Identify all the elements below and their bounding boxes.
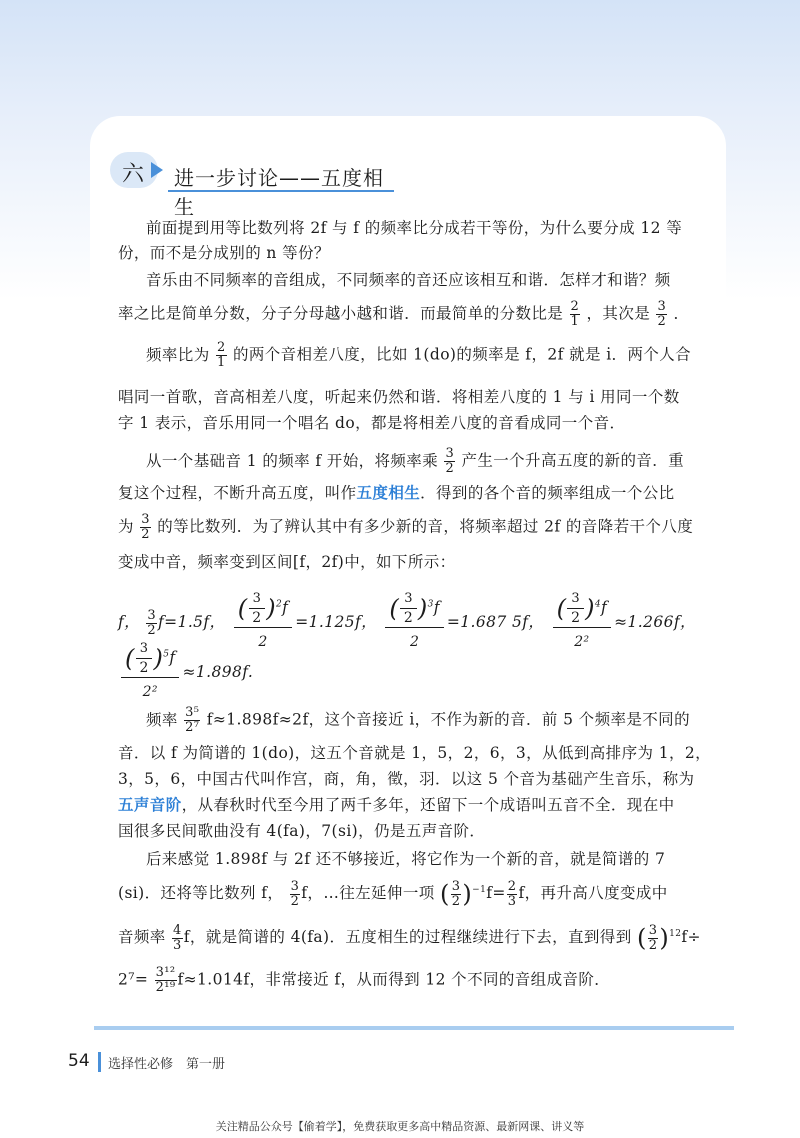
text: 复这个过程，不断升高五度，叫作	[118, 484, 357, 502]
text: 后来感觉 1.898f 与 2f 还不够接近，将它作为一个新的音，就是简谱的 7	[146, 850, 666, 868]
text: f≈1.898f≈2f，这个音接近 i̇，不作为新的音．前 5 个频率是不同的	[206, 710, 690, 729]
text: 字 1 表示，音乐用同一个唱名 do，都是将相差八度的音看成同一个音．	[118, 414, 626, 432]
formula-term: f，	[118, 613, 141, 631]
text: 变成中音，频率变到区间[f，2f)中，如下所示：	[118, 553, 456, 571]
book-title: 选择性必修 第一册	[108, 1057, 226, 1072]
text: (si)．还将等比数列 f，	[118, 884, 284, 903]
paragraph-line	[118, 241, 700, 265]
paragraph-line	[118, 385, 700, 409]
text: 音．以 f 为简谱的 1(do)，这五个音就是 1，5，2，6，3，从低到高排序为 1，2，	[118, 744, 712, 762]
formula-term: =1.687 5f，	[446, 613, 545, 631]
fraction-3-2: $\frac{3}{2}$	[451, 878, 461, 909]
text: 唱同一首歌，音高相差八度，听起来仍然和谐．将相差八度的 1 与 i̇ 用同一个数	[118, 388, 680, 406]
text: ．	[673, 304, 690, 323]
fraction-35-27: $\frac{\text{3⁵}}{\text{2⁷}}$	[185, 705, 200, 735]
paragraph-line	[118, 741, 712, 765]
text: 2⁷=	[118, 970, 149, 989]
text: ，其次是	[586, 304, 651, 323]
text: 国很多民间歌曲没有 4(fa)，7(si)，仍是五声音阶．	[118, 822, 486, 840]
text: 频率	[146, 710, 178, 729]
section-badge	[110, 152, 158, 188]
section-underline	[168, 190, 394, 192]
text: 从一个基础音 1 的频率 f 开始，将频率乘	[146, 451, 439, 470]
text: 份，而不是分成别的 n 等份？	[118, 244, 330, 262]
paragraph-line: (si)．还将等比数列 f， $\frac{3}{2}$ f，…往左延伸一项 ( $\frac{3}{2}$ )$^{-1}$f= $\frac{2}{3}$ f，再升高八度变成中	[118, 878, 668, 909]
formula-term: ≈1.266f，	[614, 613, 696, 631]
fraction-3-2: $\frac{3}{2}$	[657, 299, 667, 329]
exponent: −1	[472, 885, 487, 895]
fraction-2-3: $\frac{2}{3}$	[507, 878, 517, 909]
text: 音频率	[118, 928, 166, 947]
paragraph-line	[118, 447, 700, 476]
exponent: 12	[669, 929, 682, 939]
paragraph-line	[118, 550, 700, 574]
paragraph-line	[118, 481, 700, 505]
text: f，就是简谱的 4(fa)．五度相生的过程继续进行下去，直到得到	[183, 928, 632, 947]
paragraph-line	[118, 268, 700, 292]
paragraph-line	[118, 513, 700, 542]
fraction-312-219: $\frac{\text{3¹²}}{\text{2¹⁹}}$	[155, 965, 176, 995]
text: 的等比数列．为了辨认其中有多少新的音，将频率超过 2f 的音降若干个八度	[157, 517, 694, 536]
formula-power-2: ( $\frac{3}{2}$ )$^2$f 2	[234, 592, 292, 654]
formula-term: =1.125f，	[295, 613, 378, 631]
paragraph-line	[118, 706, 700, 735]
paragraph-line	[118, 767, 700, 791]
fraction-3-2: $\frac{3}{2}$	[147, 607, 157, 638]
text: 率之比是简单分数，分子分母越小越和谐．而最简单的分数比是	[118, 304, 564, 323]
text: ．得到的各个音的频率组成一个公比	[420, 484, 675, 502]
text: 音乐由不同频率的音组成，不同频率的音还应该相互和谐．怎样才和谐？频	[146, 271, 671, 289]
text: f≈1.014f，非常接近 f，从而得到 12 个不同的音组成音阶．	[177, 970, 611, 989]
section-number: 六	[122, 162, 145, 187]
text: f，再升高八度变成中	[518, 884, 668, 903]
formula-power-5: ( $\frac{3}{2}$ )$^5$f 2²	[121, 642, 179, 704]
page-number-divider	[98, 1052, 101, 1072]
paragraph-line	[118, 847, 700, 871]
text: 为	[118, 517, 134, 536]
paragraph-line	[118, 341, 700, 370]
text: ，从春秋时代至今用了两千多年，还留下一个成语叫五音不全．现在中	[181, 796, 675, 814]
term-wudu-xiangsheng: 五度相生	[356, 484, 421, 502]
text: 产生一个升高五度的新的音．重	[461, 451, 685, 470]
text: f=	[486, 884, 506, 903]
footer-rule	[94, 1026, 734, 1030]
fraction-3-2: $\frac{3}{2}$	[648, 922, 658, 953]
paragraph-line	[118, 300, 700, 329]
watermark-text: 关注精品公众号【偷着学】，免费获取更多高中精品资源、最新网课、讲义等	[215, 1120, 585, 1133]
text: 的两个音相差八度，比如 1(do)的频率是 f，2f 就是 i̇．两个人合	[232, 345, 692, 364]
formula-power-4: ( $\frac{3}{2}$ )$^4$f 2²	[553, 592, 611, 654]
formula-power-3: ( $\frac{3}{2}$ )$^3$f 2	[385, 592, 443, 654]
fraction-2-1: $\frac{2}{1}$	[570, 299, 580, 329]
paragraph-line	[118, 411, 700, 435]
paragraph-line	[118, 819, 700, 843]
page-number: 54	[68, 1051, 90, 1071]
fraction-4-3: $\frac{4}{3}$	[173, 922, 182, 953]
paragraph-line	[118, 216, 700, 240]
fraction-3-2: $\frac{3}{2}$	[290, 878, 300, 909]
fraction-2-1: $\frac{2}{1}$	[216, 340, 226, 370]
text: 前面提到用等比数列将 2f 与 f 的频率比分成若干等份，为什么要分成 12 等	[146, 219, 683, 237]
text: 频率比为	[146, 345, 210, 364]
section-heading	[110, 152, 392, 219]
paragraph-line	[118, 966, 700, 995]
fraction-3-2: $\frac{3}{2}$	[445, 446, 455, 476]
text: f÷	[681, 928, 701, 947]
formula-line	[118, 642, 700, 704]
fraction-3-2: $\frac{3}{2}$	[141, 512, 150, 542]
paragraph-line	[118, 793, 700, 817]
formula-term: f=1.5f，	[158, 613, 226, 631]
section-title: 进一步讨论——五度相生	[174, 166, 384, 219]
paragraph-line: 音频率 $\frac{4}{3}$ f，就是简谱的 4(fa)．五度相生的过程继续进行下去，直到得到 ( $\frac{3}{2}$ )$^{12}$f÷	[118, 922, 701, 953]
text: f，…往左延伸一项	[301, 884, 435, 903]
formula-term: ≈1.898f.	[182, 663, 254, 681]
text: 3，5，6，中国古代叫作宫，商，角，徵，羽．以这 5 个音为基础产生音乐，称为	[118, 770, 695, 788]
term-wusheng-yinjie: 五声音阶	[118, 796, 182, 814]
